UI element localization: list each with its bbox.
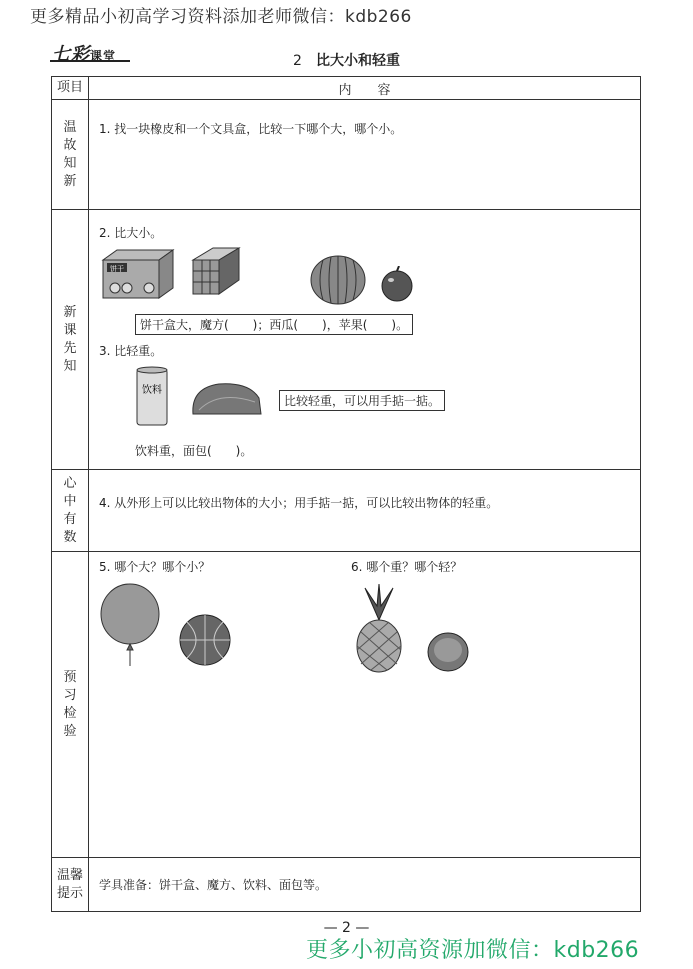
lesson-title-text: 比大小和轻重 — [315, 53, 400, 69]
apple-image — [379, 266, 415, 302]
biscuit-box-image — [99, 248, 179, 302]
question-3: 3. 比轻重。 — [99, 344, 163, 358]
lesson-number: 2 — [293, 53, 302, 69]
orange-image — [425, 630, 471, 674]
col-content-label: 内 容 — [338, 82, 391, 98]
row-label-text: 预习检验 — [63, 669, 77, 739]
basketball-image — [177, 612, 233, 668]
question-5: 5. 哪个大？哪个小？ — [99, 560, 211, 574]
row-content-check — [89, 552, 641, 858]
col-item-label: 项目 — [56, 80, 83, 95]
weight-answer-line: 饮料重，面包( )。 — [135, 444, 253, 458]
materials-note: 学具准备：饼干盒、魔方、饮料、面包等。 — [99, 878, 328, 892]
drink-can-image — [133, 365, 173, 429]
drink-can-label: 饮料 — [142, 385, 162, 396]
row-content-tips — [89, 858, 641, 912]
compare-weight-hint-box: 比较轻重，可以用手掂一掂。 — [279, 390, 445, 411]
bread-image — [189, 380, 265, 420]
top-watermark: 更多精品小初高学习资料添加老师微信：kdb266 — [30, 7, 412, 27]
pineapple-image — [351, 584, 407, 674]
question-4: 4. 从外形上可以比较出物体的大小；用手掂一掂，可以比较出物体的轻重。 — [99, 496, 499, 510]
logo-main-text: 七彩 — [52, 44, 90, 65]
compare-size-answer-box: 饼干盒大，魔方( )；西瓜( )，苹果( )。 — [135, 314, 413, 335]
row-label-summary — [52, 470, 89, 552]
row-content-preview — [89, 210, 641, 470]
row-label-text: 温故知新 — [63, 119, 77, 189]
row-label-preview — [52, 210, 89, 470]
header-content-cell — [89, 77, 641, 100]
watermelon-image — [309, 254, 367, 306]
row-content-summary — [89, 470, 641, 552]
balloon-image — [99, 582, 163, 668]
row-content-review — [89, 100, 641, 210]
row-label-text: 心中有数 — [63, 475, 77, 545]
biscuit-box-label: 饼干 — [110, 265, 124, 273]
row-label-review — [52, 100, 89, 210]
lesson-title — [0, 50, 693, 70]
question-1: 1. 找一块橡皮和一个文具盒，比较一下哪个大，哪个小。 — [99, 122, 403, 136]
header-item-cell — [52, 77, 89, 100]
row-label-text: 温馨提示 — [56, 867, 83, 901]
row-label-text: 新课先知 — [63, 304, 77, 374]
page-number: — 2 — — [323, 920, 370, 936]
question-2: 2. 比大小。 — [99, 226, 163, 240]
logo-sub-text: 课堂 — [90, 49, 117, 63]
question-6: 6. 哪个重？哪个轻？ — [351, 560, 463, 574]
row-label-tips — [52, 858, 89, 912]
lesson-table — [51, 76, 641, 912]
rubiks-cube-image — [189, 246, 245, 302]
footer-watermark: 更多小初高资源加微信：kdb266 — [306, 938, 640, 963]
row-label-check — [52, 552, 89, 858]
